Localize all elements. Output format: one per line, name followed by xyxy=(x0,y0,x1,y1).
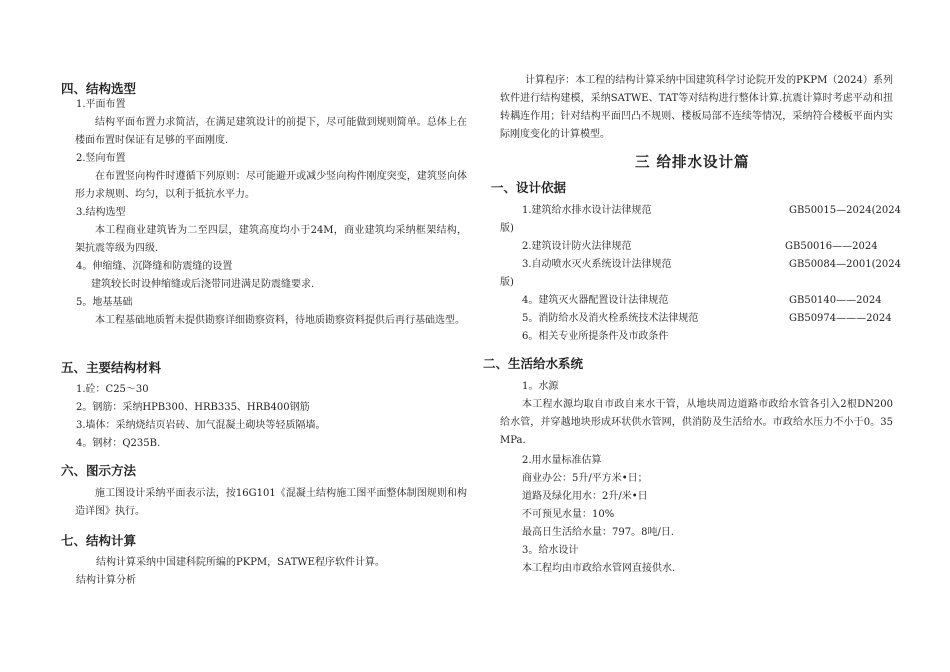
section-heading-domestic-water: 二、生活给水系统 xyxy=(483,356,584,371)
basis-item-1-code: GB50015—2024(2024 xyxy=(789,205,901,216)
basis-item-1-wrap: 版) xyxy=(500,223,514,234)
paragraph-joints: 建筑较长时设伸缩缝或后浇带同进满足防震缝要求. xyxy=(91,279,315,290)
usage-line-commercial: 商业办公：5升/平方米•日； xyxy=(522,473,648,484)
basis-item-3-name: 3.自动喷水灭火系统设计法律规范 xyxy=(522,259,672,270)
usage-line-max-daily: 最高日生活给水量：797。8吨/日. xyxy=(522,527,674,538)
material-item-steel: 4。钢材：Q235B. xyxy=(76,438,161,449)
basis-item-3-code: GB50084—2001(2024 xyxy=(789,259,901,270)
paragraph-vertical-layout: 在布置竖向构件时遵循下列原则：尽可能避开或减少竖向构件刚度突变，建筑竖向体形力求规则、均匀，以利于抵抗水平力。 xyxy=(75,171,467,200)
paragraph-structural-calc: 结构计算采纳中国建科院所编的PKPM，SATWE程序软件计算。 xyxy=(96,557,385,568)
material-item-concrete: 1.砼：C25～30 xyxy=(76,384,149,395)
subsection-title-water-source: 1。水源 xyxy=(522,381,559,392)
section-heading-materials: 五、主要结构材料 xyxy=(61,360,162,375)
part-title-water-supply: 三 给排水设计篇 xyxy=(635,155,750,171)
usage-line-unforeseen: 不可预见水量：10% xyxy=(522,509,615,520)
paragraph-water-source: 本工程水源均取自市政自来水干管，从地块周边道路市政给水管各引入2根DN200给水管，并穿越地块形成环状供水管网，供消防及生活给水。市政给水压力不小于0。35MPa. xyxy=(500,399,893,446)
subsection-title-joints: 4。伸缩缝、沉降缝和防震缝的设置 xyxy=(76,261,233,272)
section-heading-design-basis: 一、设计依据 xyxy=(491,180,567,195)
subsection-title-supply-design: 3。给水设计 xyxy=(522,545,579,556)
paragraph-structure-type: 本工程商业建筑皆为二至四层，建筑高度均小于24M，商业建筑均采纳框架结构，架抗震等级为四级. xyxy=(75,225,467,254)
basis-item-4-code: GB50140——2024 xyxy=(789,295,882,306)
basis-item-2-name: 2.建筑设计防火法律规范 xyxy=(522,241,632,252)
paragraph-supply-design: 本工程均由市政给水管网直接供水. xyxy=(522,563,676,574)
section-heading-structural-calc: 七、结构计算 xyxy=(61,533,137,548)
subsection-title-vertical-layout: 2.竖向布置 xyxy=(76,153,126,164)
basis-item-5-code: GB50974———2024 xyxy=(789,313,892,324)
paragraph-plan-layout: 结构平面布置力求简洁，在满足建筑设计的前提下，尽可能做到规则简单。总体上在楼面布置时保证有足够的平面刚度. xyxy=(75,117,467,146)
basis-item-1-name: 1.建筑给水排水设计法律规范 xyxy=(522,205,652,216)
basis-item-6-name: 6。相关专业所提条件及市政条件 xyxy=(522,331,669,342)
material-item-steel-bar: 2。钢筋：采纳HPB300、HRB335、HRB400钢筋 xyxy=(76,402,310,413)
basis-item-4-name: 4。建筑灭火器配置设计法律规范 xyxy=(522,295,669,306)
subsection-title-plan-layout: 1.平面布置 xyxy=(76,99,126,110)
subsection-title-water-usage: 2.用水量标准估算 xyxy=(522,455,602,466)
section-heading-drawing-method: 六、图示方法 xyxy=(61,463,137,478)
paragraph-calc-program: 计算程序：本工程的结构计算采纳中国建筑科学讨论院开发的PKPM（2024）系列软件进行结构建模，采纳SATWE、TAT等对结构进行整体计算.抗震计算时考虑平动和扭转耦连作用；针对结构平面凹凸不规则、楼板局部不连续等情况，采纳符合楼板平面内实际刚度变化的计算模型。 xyxy=(500,75,893,140)
material-item-wall: 3.墙体：采纳烧结页岩砖、加气混凝土砌块等轻质隔墙。 xyxy=(76,420,326,431)
basis-item-3-wrap: 版) xyxy=(500,277,514,288)
usage-line-roads: 道路及绿化用水：2升/米•日 xyxy=(522,491,648,502)
basis-item-5-name: 5。消防给水及消火栓系统技术法律规范 xyxy=(522,313,699,324)
subsection-title-foundation: 5。地基基础 xyxy=(76,297,133,308)
basis-item-2-code: GB50016——2024 xyxy=(785,241,878,252)
paragraph-foundation: 本工程基础地质暂未提供勘察详细勘察资料，待地质勘察资料提供后再行基础选型。 xyxy=(95,315,465,326)
subsection-title-calc-analysis: 结构计算分析 xyxy=(76,575,136,586)
paragraph-drawing-method: 施工图设计采纳平面表示法，按16G101《混凝土结构施工图平面整体制图规则和构造详图》执行。 xyxy=(75,488,467,517)
section-heading-structure-selection: 四、结构选型 xyxy=(61,81,137,96)
subsection-title-structure-type: 3.结构选型 xyxy=(76,207,126,218)
